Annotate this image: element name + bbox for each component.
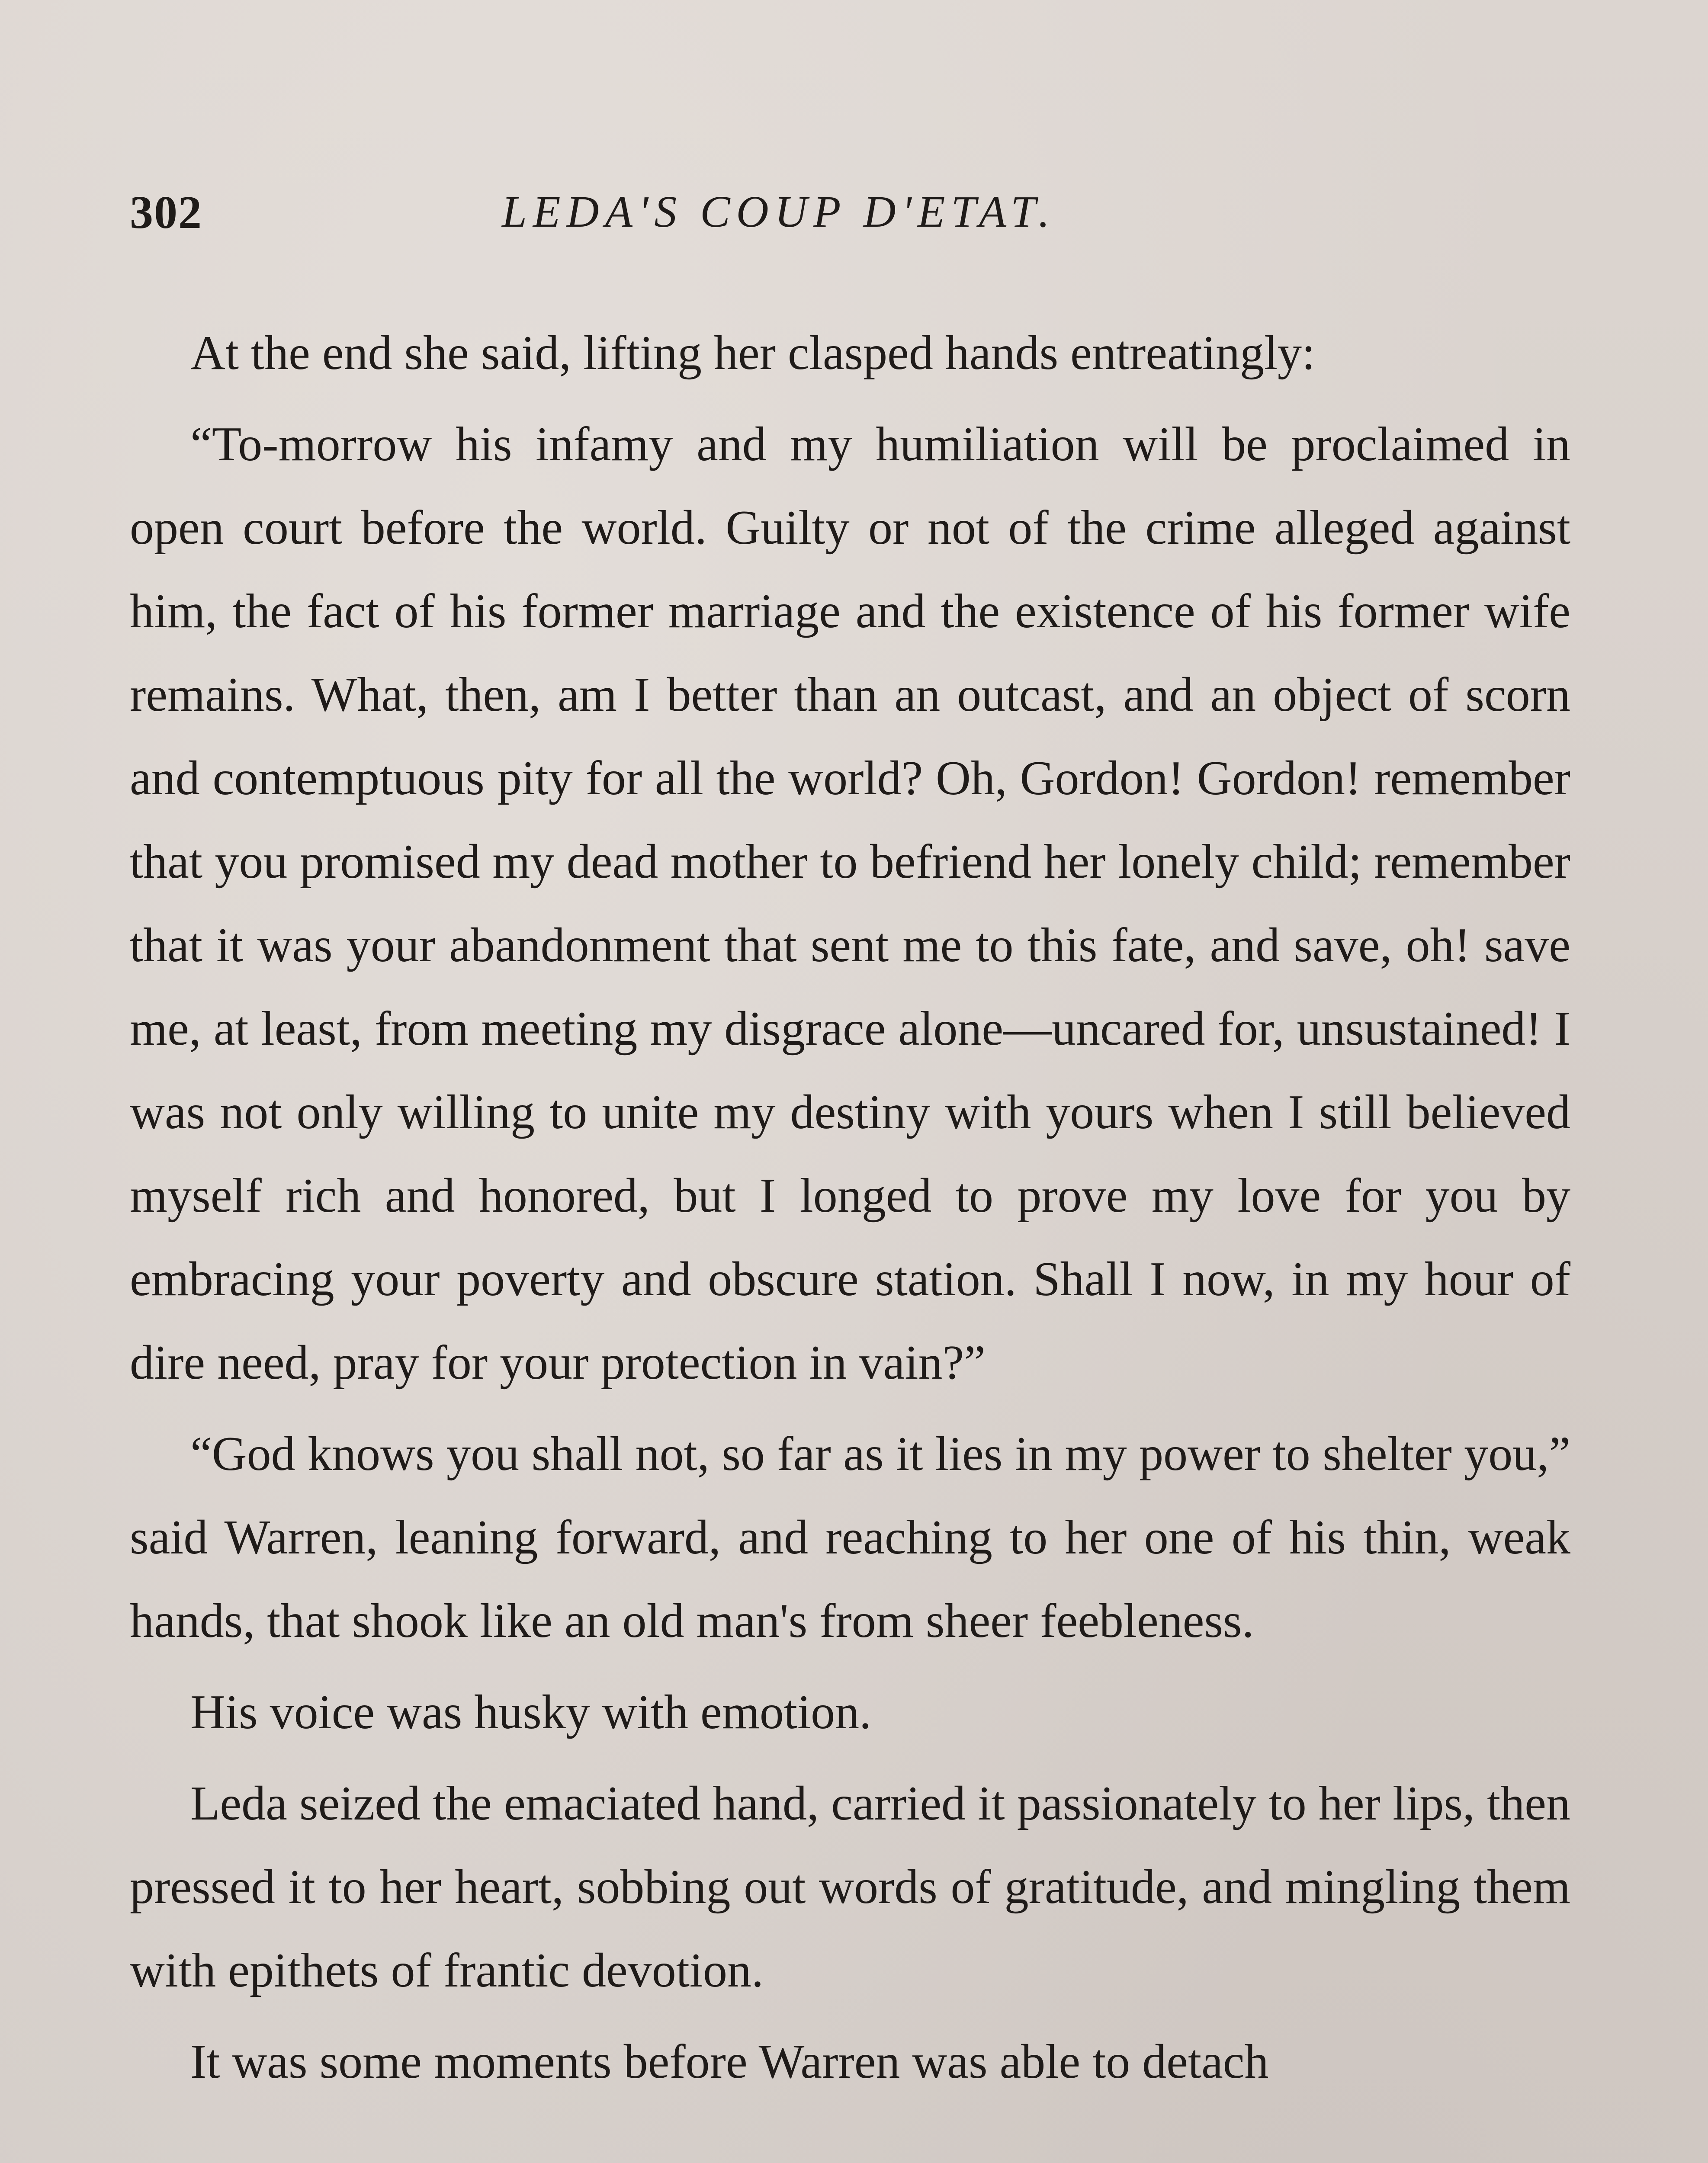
paragraph: It was some moments before Warren was able to detach <box>190 2035 1269 2089</box>
paragraph: “God knows you shall not, so far as it lies in my power to shelter you,” said Warren, leaning forward, and reaching to her one of his thin, weak hands, that shook like an old man's from sheer feebleness. <box>130 1427 1570 1648</box>
page-number: 302 <box>130 187 202 238</box>
paragraph: His voice was husky with emotion. <box>190 1685 872 1739</box>
page-header <box>130 186 1570 255</box>
paragraph: “To-morrow his infamy and my humiliation will be proclaimed in open court before the world. Guilty or not of the crime alleged against him, the fact of his former marriage and the existence of his former wife remains. What, then, am I better than an outcast, and an object of scorn and contemptuous pity for all the world? Oh, Gordon! Gordon! remember that you promised my dead mother to befriend her lonely child; remember that it was your abandonment that sent me to this fate, and save, oh! save me, at least, from meeting my disgrace alone—uncared for, unsustained! I was not only willing to unite my destiny with yours when I still believed myself rich and honored, but I longed to prove my love for you by embracing your poverty and obscure station. Shall I now, in my hour of dire need, pray for your protection in vain?” <box>130 417 1570 1390</box>
body-text <box>130 311 1570 2104</box>
paragraph: Leda seized the emaciated hand, carried it passionately to her lips, then pressed it to her heart, sobbing out words of gratitude, and mingling them with epithets of frantic devotion. <box>130 1777 1570 1997</box>
running-title: LEDA'S COUP D'ETAT. <box>502 187 1056 237</box>
paragraph: At the end she said, lifting her clasped hands entreatingly: <box>190 326 1316 380</box>
